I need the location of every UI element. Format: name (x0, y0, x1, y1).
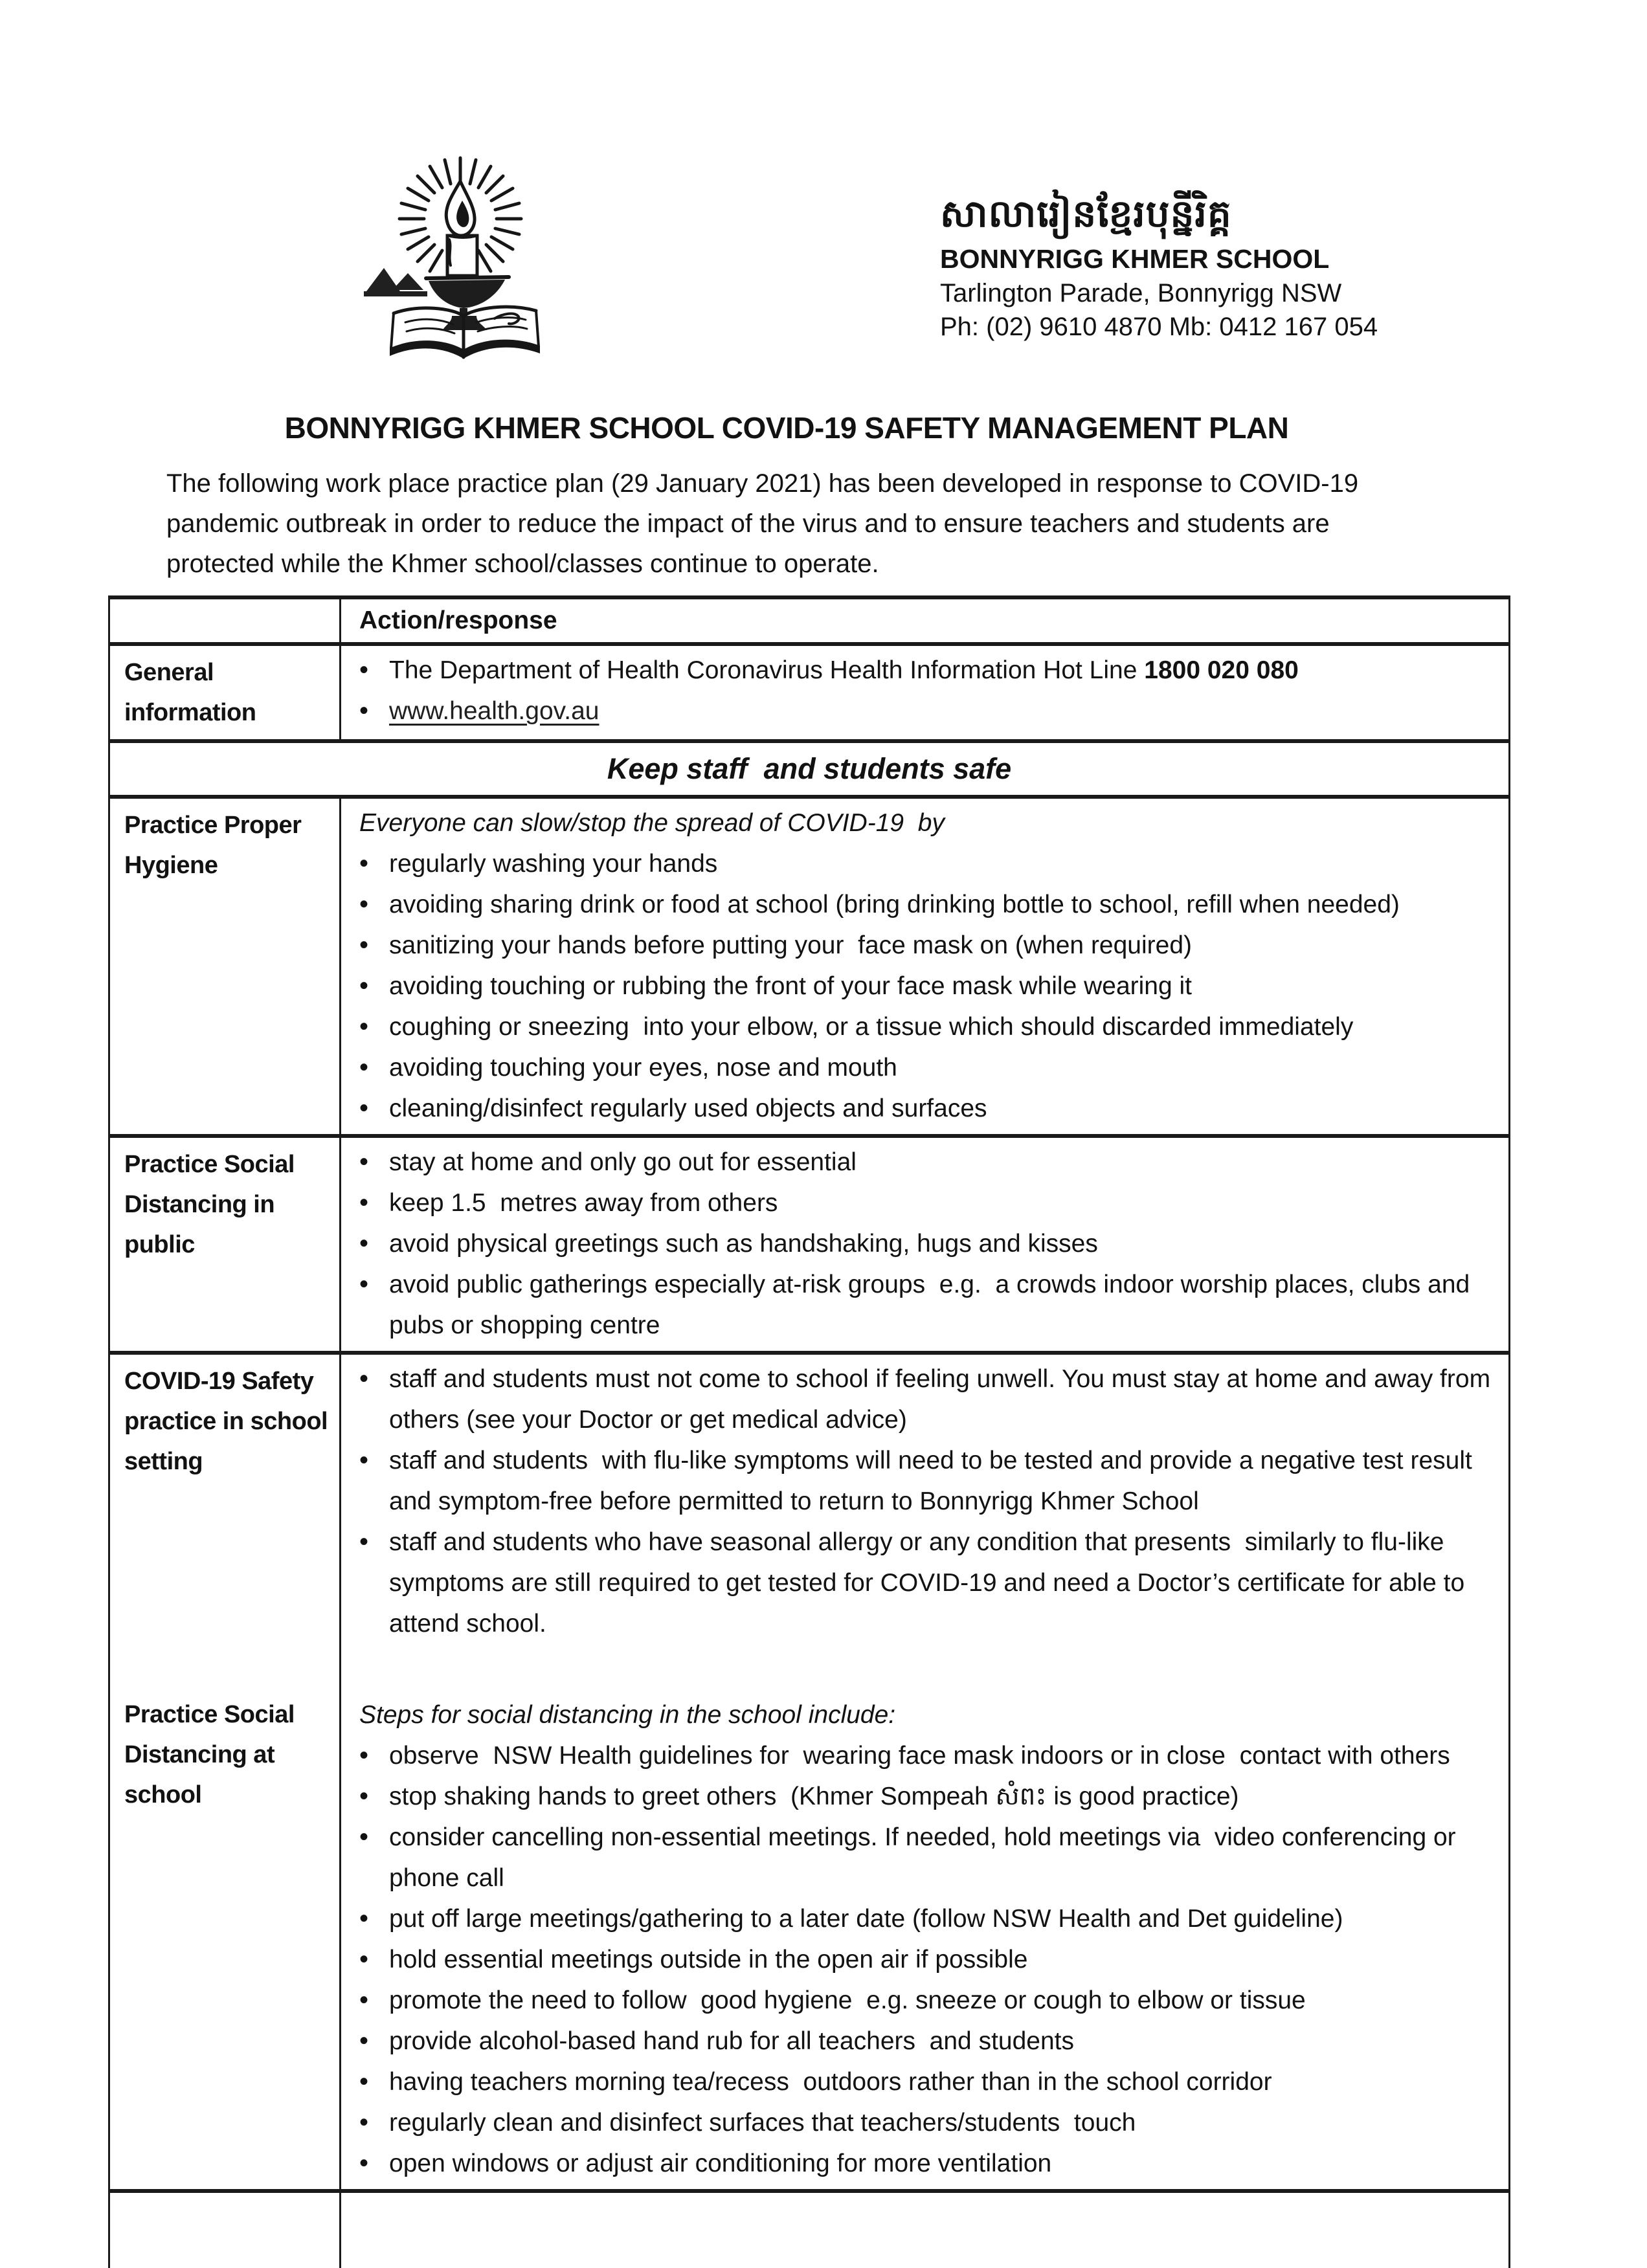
lead-line: Everyone can slow/stop the spread of COVID-19 by (359, 809, 945, 837)
plan-table (108, 595, 1510, 2268)
intro-line: protected while the Khmer school/classes continue to operate. (166, 550, 879, 578)
bullet-item: • avoid physical greetings such as handshaking, hugs and kisses (359, 1223, 1499, 1264)
bullet-item: • cleaning/disinfect regularly used objects and surfaces (359, 1088, 1499, 1129)
section-banner: Keep staff and students safe (607, 752, 1012, 785)
table-header-row (110, 599, 1508, 642)
bullet-item (359, 691, 1499, 731)
bullet-item: • having teachers morning tea/recess outdoors rather than in the school corridor (359, 2062, 1499, 2102)
action-response-header: Action/response (359, 606, 557, 634)
bullet-item: • avoid public gatherings especially at-risk groups e.g. a crowds indoor worship places, clubs and pubs or shopping centre (359, 1264, 1499, 1346)
empty-row (110, 2189, 1508, 2268)
bullet-item: • avoiding sharing drink or food at school (bring drinking bottle to school, refill when needed) (359, 884, 1499, 925)
row-content (341, 799, 1508, 1134)
bullet-item: • hold essential meetings outside in the open air if possible (359, 1939, 1499, 1980)
row-social-distancing-public (110, 1134, 1508, 1351)
bullet-item: • stay at home and only go out for essential (359, 1142, 1499, 1183)
bullet-item: • staff and students must not come to school if feeling unwell. You must stay at home and away from others (see your Doctor or get medical advice) (359, 1359, 1499, 1440)
candle-book-icon (355, 155, 568, 382)
bullet-item: • avoiding touching or rubbing the front of your face mask while wearing it (359, 966, 1499, 1006)
row-label: COVID-19 Safety practice in school setting (110, 1355, 341, 1649)
bullet-item: • promote the need to follow good hygiene e.g. sneeze or cough to elbow or tissue (359, 1980, 1499, 2021)
school-address: Tarlington Parade, Bonnyrigg NSW (940, 279, 1342, 307)
row-content (341, 1138, 1508, 1351)
row-label: Practice Social Distancing at school (110, 1649, 341, 2189)
row-label: General information (110, 646, 341, 739)
row-label: Practice Social Distancing in public (110, 1138, 341, 1351)
bullet-item: • keep 1.5 metres away from others (359, 1183, 1499, 1223)
bullet-item: • consider cancelling non-essential meetings. If needed, hold meetings via video conferencing or phone call (359, 1817, 1499, 1898)
banner-row (110, 739, 1508, 795)
website-wrap (389, 691, 1499, 731)
bullet-item: • staff and students who have seasonal allergy or any condition that presents similarly to flu-like symptoms are still required to get tested for COVID-19 and need a Doctor’s certificate for able to attend school. (359, 1522, 1499, 1644)
document-title: BONNYRIGG KHMER SCHOOL COVID-19 SAFETY MANAGEMENT PLAN (284, 411, 1289, 445)
school-contact: Ph: (02) 9610 4870 Mb: 0412 167 054 (940, 313, 1378, 341)
intro-line: The following work place practice plan (29 January 2021) has been developed in response to COVID-19 (166, 469, 1359, 498)
bullet-item: • provide alcohol-based hand rub for all teachers and students (359, 2021, 1499, 2062)
bullet-item: • staff and students with flu-like symptoms will need to be tested and provide a negative test result and symptom-free before permitted to return to Bonnyrigg Khmer School (359, 1440, 1499, 1522)
bullet-item: • avoiding touching your eyes, nose and mouth (359, 1047, 1499, 1088)
school-name-khmer: សាលារៀនខ្មែរបុន្នីរិគ្គ (940, 193, 1232, 235)
letterhead (940, 189, 1378, 344)
row-content (341, 646, 1508, 739)
intro-paragraph (166, 463, 1539, 584)
school-name: BONNYRIGG KHMER SCHOOL (940, 244, 1330, 274)
hotline-text (389, 650, 1499, 691)
bullet-item: • regularly clean and disinfect surfaces that teachers/students touch (359, 2102, 1499, 2143)
row-content (341, 1649, 1508, 2189)
bullet-item: • open windows or adjust air conditioning for more ventilation (359, 2143, 1499, 2184)
row-general-information (110, 642, 1508, 739)
bullet-item: • regularly washing your hands (359, 843, 1499, 884)
bullet-item: • coughing or sneezing into your elbow, or a tissue which should discarded immediately (359, 1006, 1499, 1047)
header-label-empty (110, 599, 341, 642)
health-gov-link[interactable]: www.health.gov.au (389, 697, 599, 725)
school-logo (355, 155, 568, 382)
bullet-item: • sanitizing your hands before putting your face mask on (when required) (359, 925, 1499, 966)
bullet-item: • put off large meetings/gathering to a later date (follow NSW Health and Det guideline) (359, 1898, 1499, 1939)
hotline-number: 1800 020 080 (1144, 656, 1299, 684)
row-covid-safety-and-school-distancing (110, 1351, 1508, 2189)
bullet-item: • stop shaking hands to greet others (Khmer Sompeah សំពះ is good practice) (359, 1776, 1499, 1817)
row-label: Practice Proper Hygiene (110, 799, 341, 1134)
bullet-item: • observe NSW Health guidelines for wearing face mask indoors or in close contact with others (359, 1735, 1499, 1776)
intro-line: pandemic outbreak in order to reduce the impact of the virus and to ensure teachers and students are (166, 509, 1330, 538)
hotline-label: The Department of Health Coronavirus Health Information Hot Line (389, 656, 1137, 684)
bullet-item (359, 650, 1499, 691)
row-practice-proper-hygiene (110, 795, 1508, 1134)
row-label-empty (110, 2193, 341, 2268)
row-content (341, 1355, 1508, 1649)
lead-line: Steps for social distancing in the school include: (359, 1701, 896, 1729)
row-content-empty (341, 2193, 1508, 2268)
